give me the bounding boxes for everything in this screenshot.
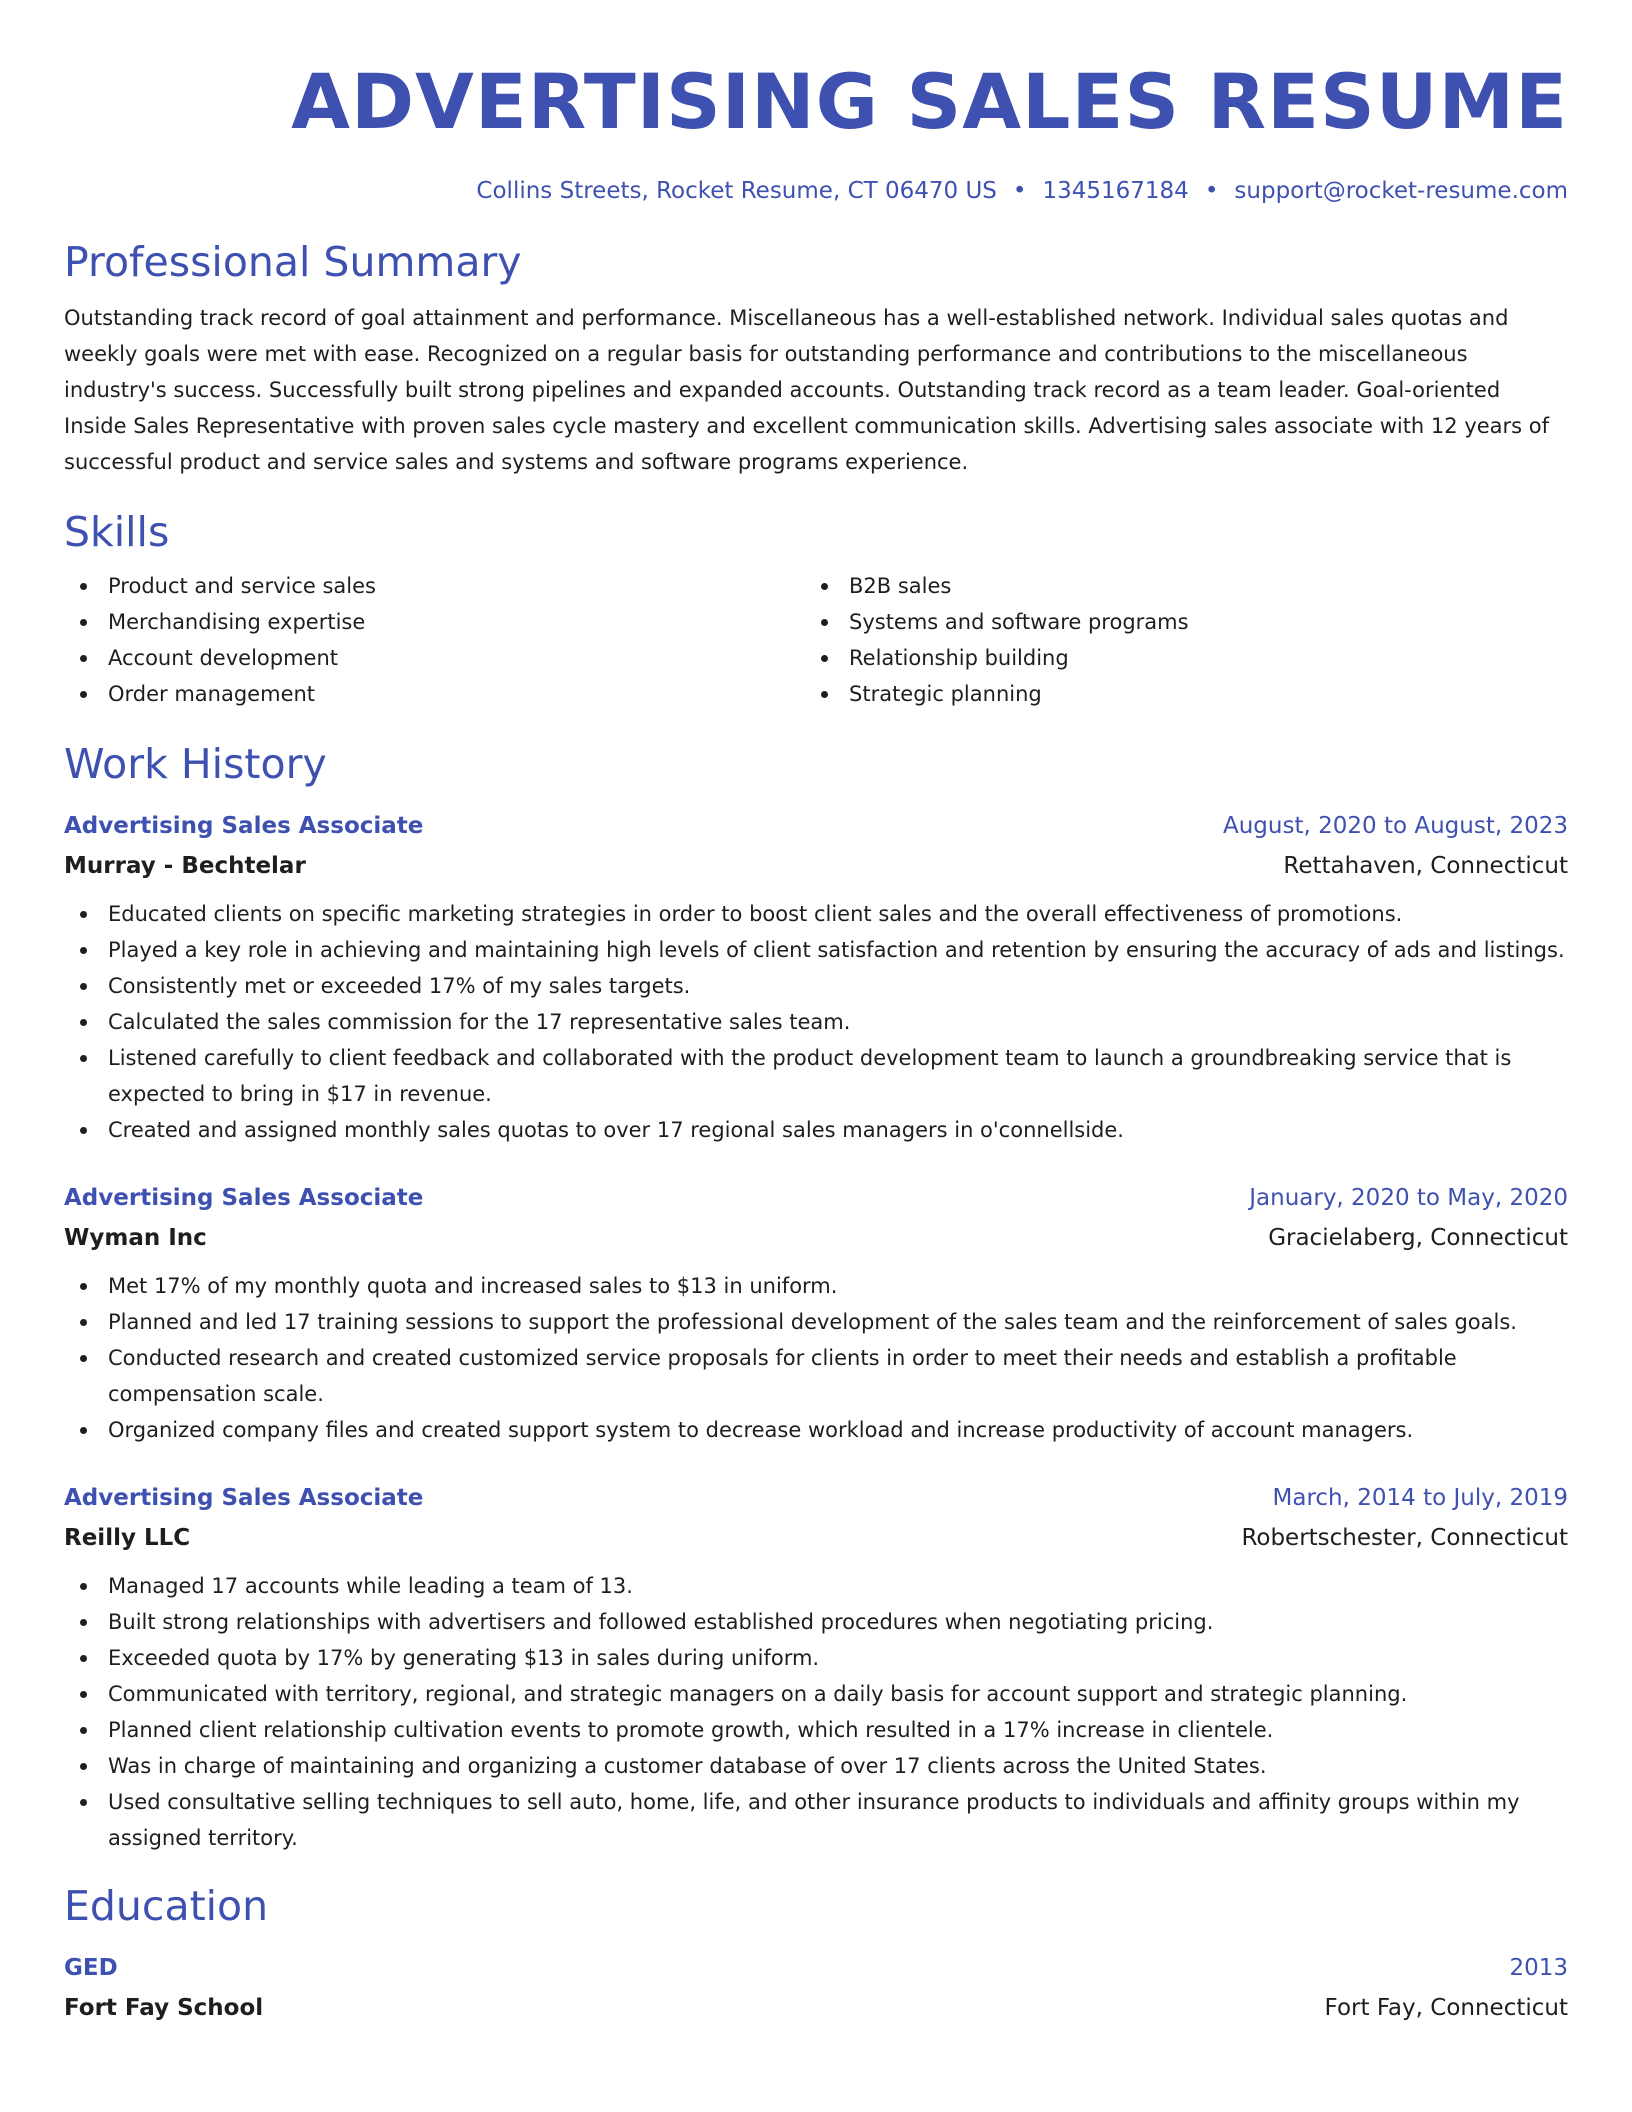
- job-entry: [64, 806, 1568, 1148]
- job-entry: [64, 1178, 1568, 1448]
- job-bullet: Used consultative selling techniques to sell auto, home, life, and other insurance products to individuals and affinity groups within my assigned territory.: [64, 1784, 1568, 1856]
- job-bullet: Communicated with territory, regional, and strategic managers on a daily basis for account support and strategic planning.: [64, 1676, 1568, 1712]
- contact-phone: 1345167184: [1042, 178, 1189, 204]
- contact-address: Collins Streets, Rocket Resume, CT 06470 US: [476, 178, 997, 204]
- job-bullet: Met 17% of my monthly quota and increased sales to $13 in uniform.: [64, 1268, 1568, 1304]
- job-bullet: Educated clients on specific marketing strategies in order to boost client sales and the overall effectiveness of promotions.: [64, 896, 1568, 932]
- job-bullet: Created and assigned monthly sales quotas to over 17 regional sales managers in o'connellside.: [64, 1112, 1568, 1148]
- skills-grid: [64, 568, 1568, 712]
- contact-email[interactable]: support@rocket-resume.com: [1234, 178, 1568, 204]
- education-entry: [64, 1948, 1568, 2028]
- education-header-row: [64, 1948, 1568, 1988]
- job-bullet: Listened carefully to client feedback and collaborated with the product development team to launch a groundbreaking service that is expected to bring in $17 in revenue.: [64, 1040, 1568, 1112]
- skills-column-left: [64, 568, 805, 712]
- job-title: Advertising Sales Associate: [64, 1485, 424, 1511]
- job-bullet: Planned and led 17 training sessions to support the professional development of the sales team and the reinforcement of sales goals.: [64, 1304, 1568, 1340]
- skill-item: Systems and software programs: [805, 604, 1546, 640]
- job-company-row: [64, 1518, 1568, 1558]
- education-year: 2013: [1509, 1955, 1568, 1981]
- skill-item: Merchandising expertise: [64, 604, 805, 640]
- job-dates: March, 2014 to July, 2019: [1272, 1485, 1568, 1511]
- job-bullet: Conducted research and created customized service proposals for clients in order to meet their needs and establish a profitable compensation scale.: [64, 1340, 1568, 1412]
- job-bullet: Exceeded quota by 17% by generating $13 in sales during uniform.: [64, 1640, 1568, 1676]
- resume-title: ADVERTISING SALES RESUME: [291, 57, 1568, 146]
- job-bullet: Played a key role in achieving and maintaining high levels of client satisfaction and retention by ensuring the accuracy of ads and listings.: [64, 932, 1568, 968]
- job-company: Wyman Inc: [64, 1225, 207, 1251]
- summary-text: Outstanding track record of goal attainment and performance. Miscellaneous has a well-established network. Individual sales quotas and weekly goals were met with ease. Recognized on a regular basis for outstanding performance and contributions to the miscellaneous industry's success. Successfully built strong pipelines and expanded accounts. Outstanding track record as a team leader. Goal-oriented Inside Sales Representative with proven sales cycle mastery and excellent communication skills. Advertising sales associate with 12 years of successful product and service sales and systems and software programs experience.: [64, 306, 1550, 474]
- skills-column-right: [805, 568, 1546, 712]
- work-history-heading: Work History: [64, 740, 327, 788]
- job-bullet: Calculated the sales commission for the 17 representative sales team.: [64, 1004, 1568, 1040]
- job-bullet: Planned client relationship cultivation events to promote growth, which resulted in a 17% increase in clientele.: [64, 1712, 1568, 1748]
- job-bullets: [64, 1568, 1568, 1856]
- education-school-row: [64, 1988, 1568, 2028]
- education-degree: GED: [64, 1955, 118, 1981]
- job-entry: [64, 1478, 1568, 1856]
- job-dates: January, 2020 to May, 2020: [1249, 1185, 1568, 1211]
- job-company-row: [64, 846, 1568, 886]
- job-location: Rettahaven, Connecticut: [1283, 853, 1568, 879]
- job-location: Robertschester, Connecticut: [1241, 1525, 1568, 1551]
- resume-header: [64, 52, 1568, 206]
- contact-separator: •: [1012, 178, 1027, 204]
- job-bullet: Consistently met or exceeded 17% of my sales targets.: [64, 968, 1568, 1004]
- job-bullet: Organized company files and created support system to decrease workload and increase productivity of account managers.: [64, 1412, 1568, 1448]
- job-title: Advertising Sales Associate: [64, 1185, 424, 1211]
- job-title: Advertising Sales Associate: [64, 813, 424, 839]
- contact-separator: •: [1204, 178, 1219, 204]
- job-dates: August, 2020 to August, 2023: [1223, 813, 1568, 839]
- job-bullets: [64, 896, 1568, 1148]
- skill-item: Strategic planning: [805, 676, 1546, 712]
- job-location: Gracielaberg, Connecticut: [1268, 1225, 1568, 1251]
- skill-item: Order management: [64, 676, 805, 712]
- skill-item: Relationship building: [805, 640, 1546, 676]
- job-header-row: [64, 806, 1568, 846]
- skill-item: B2B sales: [805, 568, 1546, 604]
- job-header-row: [64, 1478, 1568, 1518]
- job-bullet: Built strong relationships with advertisers and followed established procedures when negotiating pricing.: [64, 1604, 1568, 1640]
- skill-item: Account development: [64, 640, 805, 676]
- summary-heading: Professional Summary: [64, 238, 522, 286]
- job-header-row: [64, 1178, 1568, 1218]
- skills-heading: Skills: [64, 508, 170, 556]
- job-company-row: [64, 1218, 1568, 1258]
- job-bullets: [64, 1268, 1568, 1448]
- education-location: Fort Fay, Connecticut: [1324, 1995, 1568, 2021]
- job-company: Reilly LLC: [64, 1525, 191, 1551]
- contact-line: [64, 176, 1568, 206]
- education-heading: Education: [64, 1882, 269, 1930]
- skill-item: Product and service sales: [64, 568, 805, 604]
- job-bullet: Was in charge of maintaining and organizing a customer database of over 17 clients across the United States.: [64, 1748, 1568, 1784]
- job-bullet: Managed 17 accounts while leading a team of 13.: [64, 1568, 1568, 1604]
- job-company: Murray - Bechtelar: [64, 853, 306, 879]
- education-school: Fort Fay School: [64, 1995, 264, 2021]
